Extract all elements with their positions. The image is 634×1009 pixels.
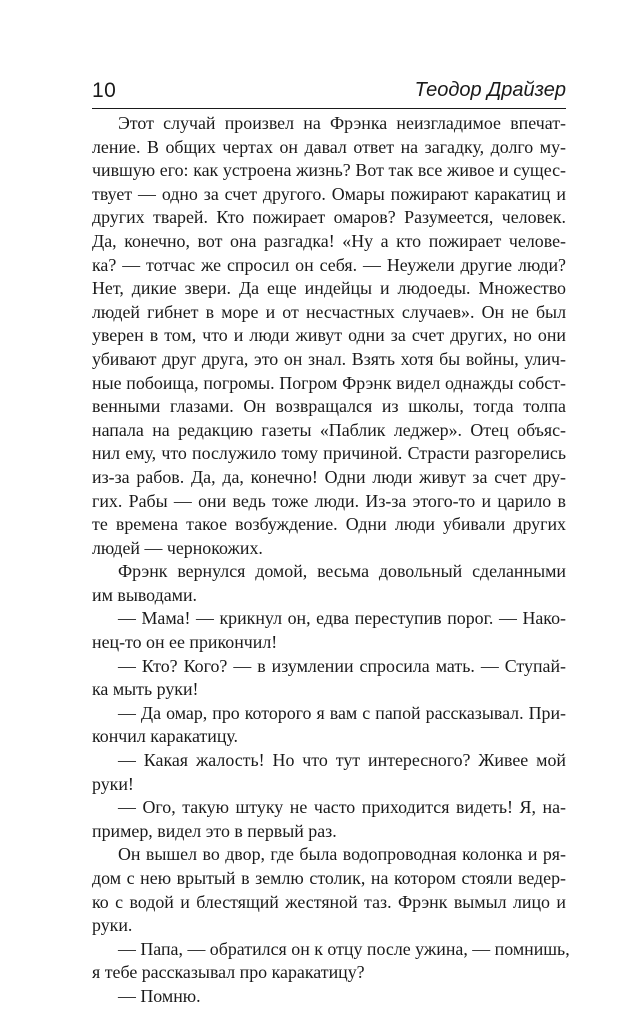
- text-line: — Мама! — крикнул он, едва переступив порог. — Нако-: [118, 608, 566, 629]
- text-line: гих. Рабы — они ведь тоже люди. Из-за этого-то и царило в: [92, 490, 566, 511]
- text-line: те времена такое возбуждение. Одни люди убивали других: [92, 514, 566, 535]
- paragraph: [92, 938, 570, 985]
- text-line: им выводами.: [92, 584, 198, 605]
- text-line: кончил каракатицу.: [92, 726, 239, 747]
- text-line: людей гибнет в море и от несчастных случаев». Он не был: [92, 301, 566, 322]
- text-line: уверен в том, что и люди живут одни за счет других, но они: [92, 325, 566, 346]
- text-line: твует — одно за счет другого. Омары пожирают каракатиц и: [92, 183, 566, 204]
- text-line: — Папа, — обратился он к отцу после ужина, — помнишь,: [118, 938, 570, 959]
- text-line: — Ого, такую штуку не часто приходится видеть! Я, на-: [118, 797, 566, 818]
- text-line: Да, конечно, вот она разгадка! «Ну а кто пожирает челове-: [92, 230, 566, 251]
- paragraph: [92, 560, 566, 607]
- text-line: руки.: [92, 915, 133, 936]
- paragraph: [92, 702, 566, 749]
- running-head: Теодор Драйзер: [414, 79, 566, 101]
- text-line: Он вышел во двор, где была водопроводная колонка и ря-: [118, 844, 566, 865]
- paragraph: [92, 985, 566, 1009]
- page-header: [92, 68, 566, 109]
- text-line: — Да омар, про которого я вам с папой рассказывал. При-: [118, 702, 566, 723]
- text-line: ко с водой и блестящий жестяной таз. Фрэнк вымыл лицо и: [92, 891, 566, 912]
- text-line: Фрэнк вернулся домой, весьма довольный сделанными: [118, 561, 566, 582]
- page-number: 10: [92, 79, 117, 102]
- paragraph: [92, 843, 566, 937]
- paragraph: [92, 112, 566, 560]
- paragraph: [92, 796, 566, 843]
- text-line: — Кто? Кого? — в изумлении спросила мать. — Ступай-: [118, 655, 566, 676]
- text-line: ные побоища, погромы. Погром Фрэнк видел однажды собст-: [92, 372, 566, 393]
- text-line: ление. В общих чертах он давал ответ на загадку, долго му-: [92, 136, 566, 157]
- text-line: ка? — тотчас же спросил он себя. — Неужели другие люди?: [92, 254, 566, 275]
- text-line: — Какая жалость! Но что тут интересного? Живее мой: [118, 750, 566, 771]
- text-line: Этот случай произвел на Фрэнка неизгладимое впечат-: [118, 113, 566, 133]
- paragraph: [92, 655, 566, 702]
- paragraph: [92, 607, 566, 654]
- text-line: из-за рабов. Да, да, конечно! Одни люди живут за счет дру-: [92, 466, 566, 487]
- body-text: [92, 112, 570, 1009]
- text-line: напала на редакцию газеты «Паблик леджер». Отец объяс-: [92, 419, 566, 440]
- text-line: — Помню.: [118, 985, 201, 1006]
- text-line: убивают друг друга, это он знал. Взять хотя бы войны, улич-: [92, 348, 566, 369]
- text-line: других тварей. Кто пожирает омаров? Разумеется, человек.: [92, 207, 566, 228]
- text-line: нил ему, что послужило тому причиной. Страсти разгорелись: [92, 443, 566, 464]
- text-line: чившую его: как устроена жизнь? Вот так все живое и сущес-: [92, 160, 566, 181]
- text-line: пример, видел это в первый раз.: [92, 820, 337, 841]
- text-line: дом с нею врытый в землю столик, на котором стояли ведер-: [92, 868, 566, 888]
- text-line: ка мыть руки!: [92, 679, 199, 700]
- text-line: я тебе рассказывал про каракатицу?: [92, 962, 365, 983]
- text-line: людей — чернокожих.: [92, 537, 263, 558]
- text-line: Нет, дикие звери. Да еще индейцы и людоеды. Множество: [92, 278, 566, 299]
- paragraph: [92, 749, 566, 796]
- text-line: нец-то он ее прикончил!: [92, 632, 278, 653]
- text-line: руки!: [92, 773, 134, 794]
- text-line: венными глазами. Он возвращался из школы, тогда толпа: [92, 396, 566, 417]
